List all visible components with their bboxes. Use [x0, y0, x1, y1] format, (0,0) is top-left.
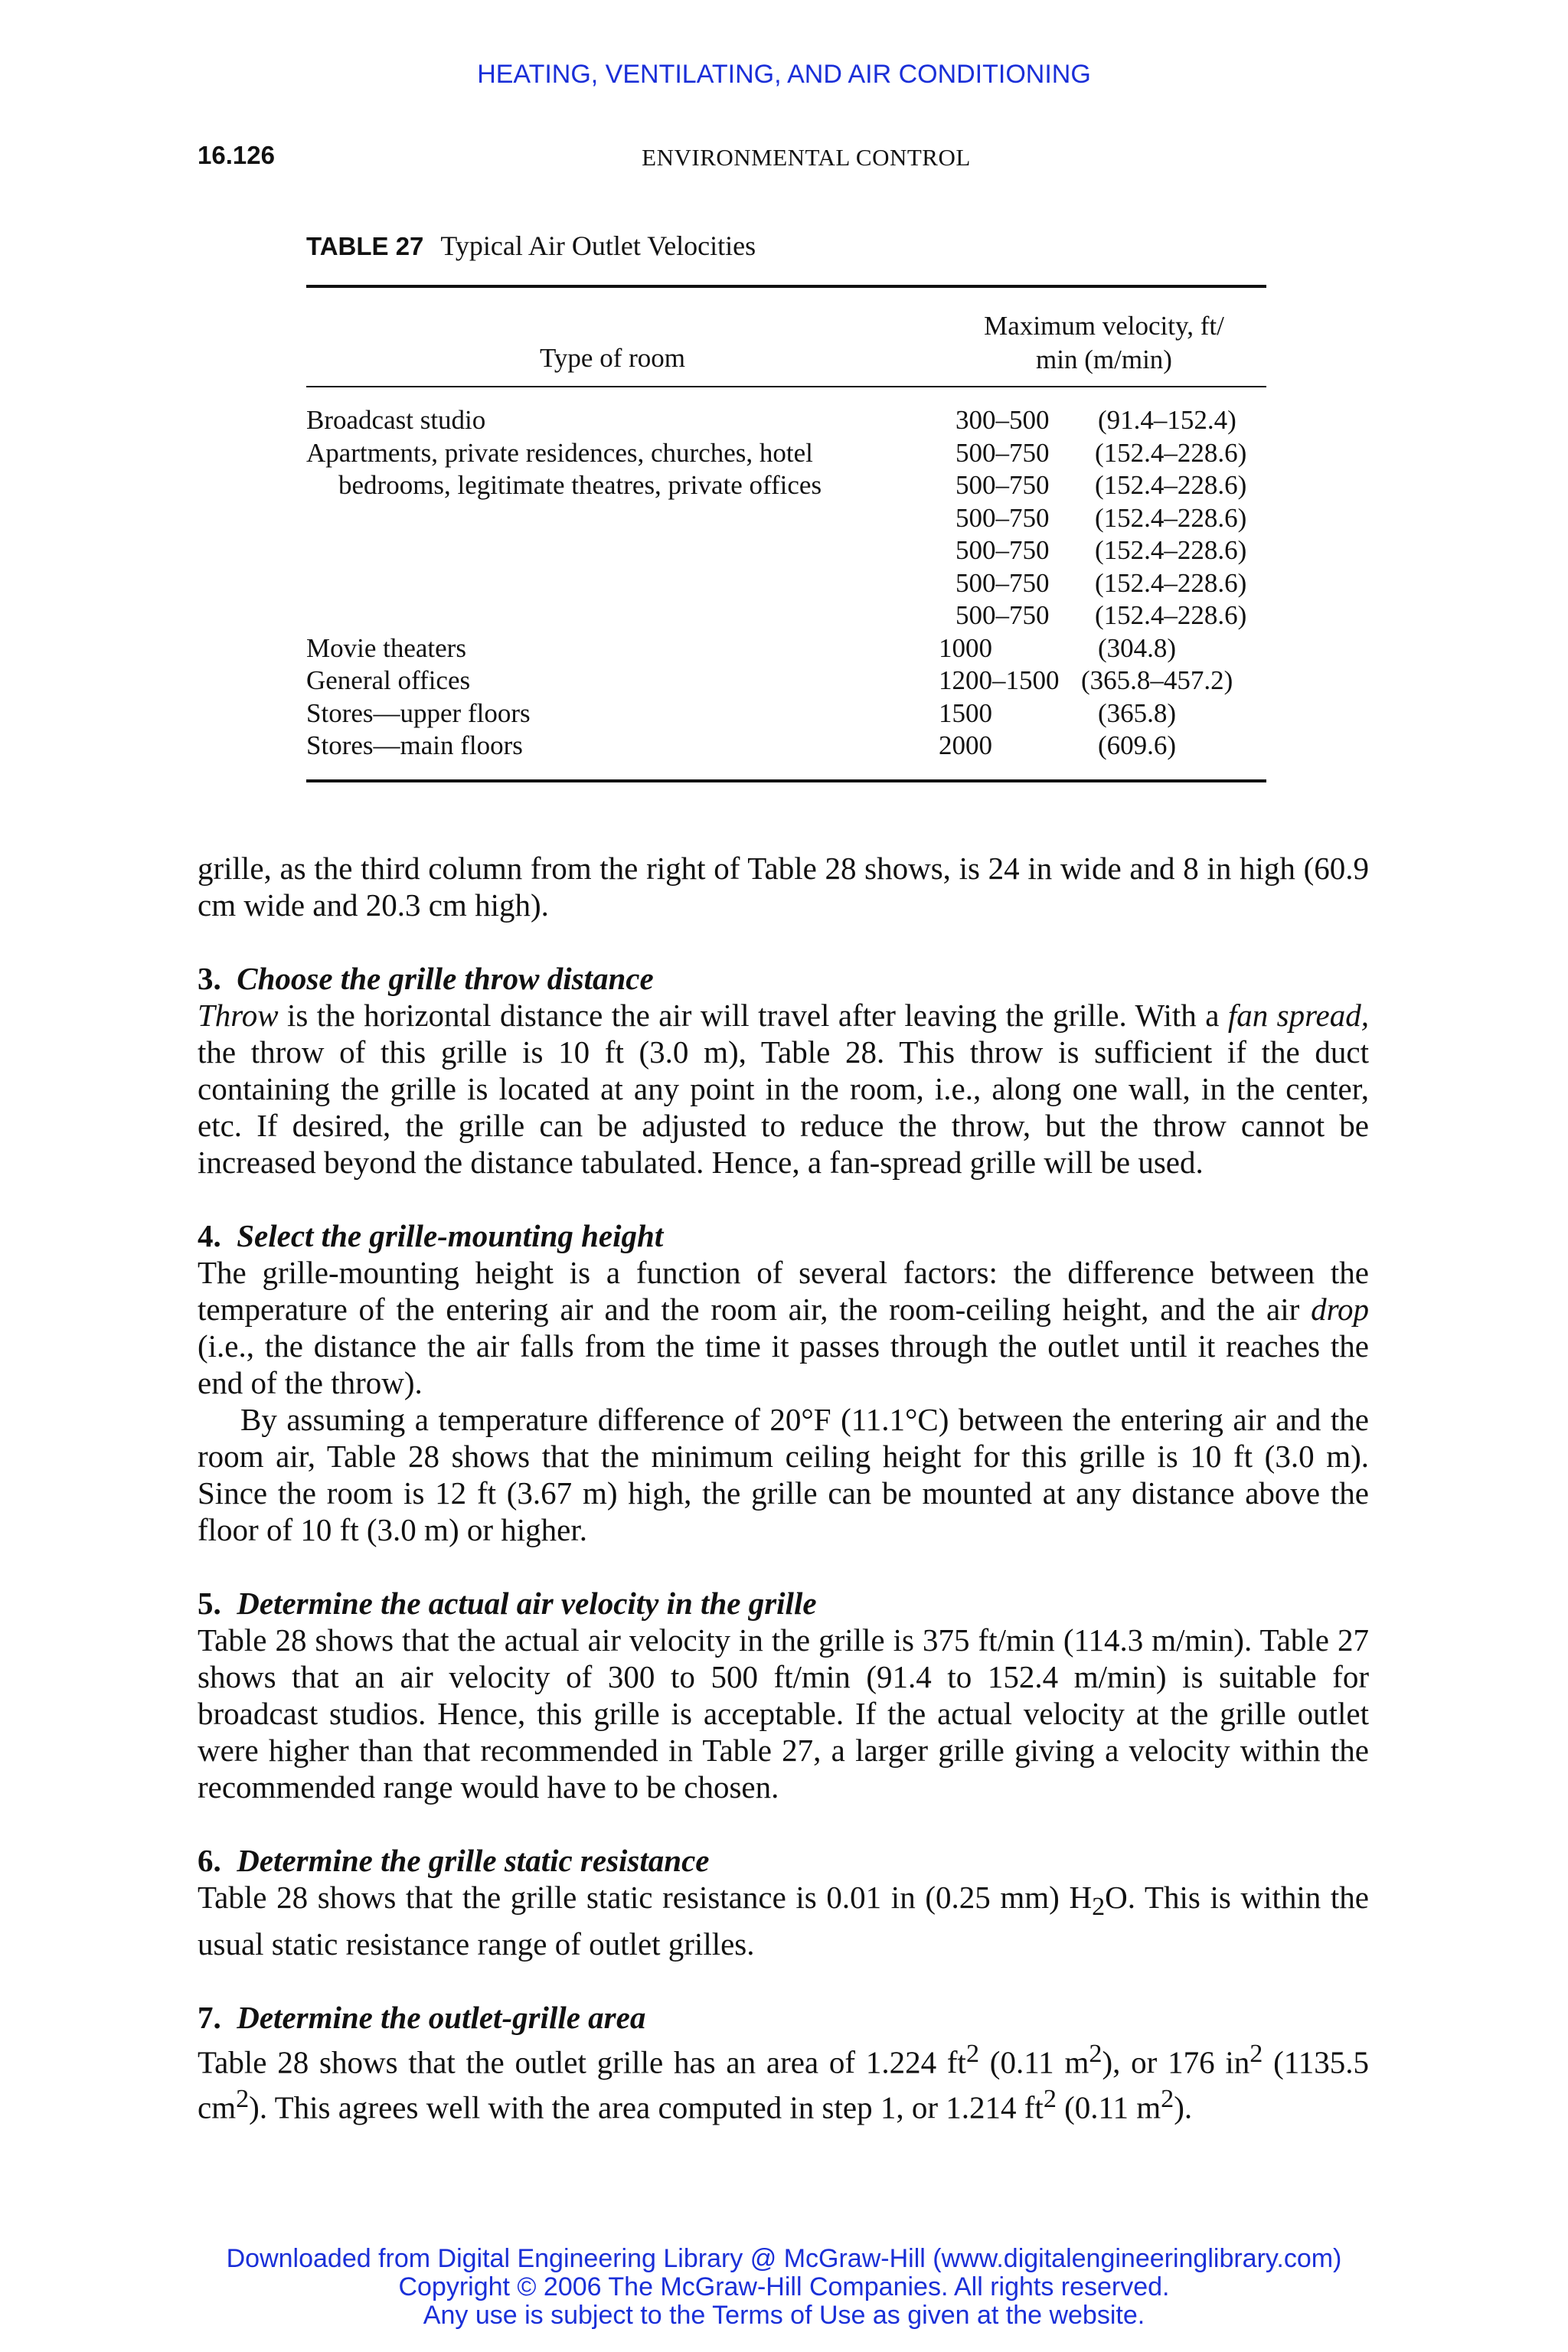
room-type-cell: bedrooms, legitimate theatres, private offices	[338, 470, 822, 500]
step-4-paragraph-2: By assuming a temperature difference of 20°F (11.1°C) between the entering air and the room air, Table 28 shows that the minimum ceiling height for this grille is 10 ft (3.0 m). Since the room is 12 ft (3.67 m) high, the grille can be mounted at any distance above the floor of 10 ft (3.0 m) or higher.	[198, 1402, 1369, 1547]
step-title: Choose the grille throw distance	[237, 961, 654, 996]
footer-terms-link[interactable]: Any use is subject to the Terms of Use as given at the website.	[423, 2301, 1145, 2330]
footer-download-link[interactable]: Downloaded from Digital Engineering Library @ McGraw-Hill (www.digitalengineeringlibrary.com)	[226, 2244, 1342, 2273]
velocity-ft-cell: 1000	[939, 632, 992, 663]
step-title: Determine the actual air velocity in the grille	[237, 1586, 817, 1621]
step-3-heading	[198, 960, 1369, 997]
footer-copyright: Copyright © 2006 The McGraw-Hill Companies. All rights reserved.	[398, 2272, 1170, 2301]
table-bottom-rule	[306, 779, 1266, 782]
velocity-ft-cell: 1200–1500	[939, 665, 1060, 695]
step-4-heading	[198, 1217, 1369, 1254]
table-title: Typical Air Outlet Velocities	[440, 230, 756, 261]
table-body	[306, 387, 1266, 779]
velocity-ft-cell: 500–750	[956, 470, 1050, 500]
text-span: Table 28 shows that the grille static resistance is 0.01 in (0.25 mm) H	[198, 1880, 1093, 1915]
table-label: TABLE 27	[306, 232, 424, 260]
superscript: 2	[1161, 2084, 1174, 2113]
table-row	[306, 632, 1266, 665]
body-text	[198, 850, 1369, 2126]
column-header-velocity-line2: min (m/min)	[1036, 345, 1172, 374]
column-header-velocity	[942, 309, 1266, 377]
step-5-paragraph: Table 28 shows that the actual air velocity in the grille is 375 ft/min (114.3 m/min). Table 27 shows that an air velocity of 300 to 500 ft/min (91.4 to 152.4 m/min) is suitable for broadcast studios. Hence, this grille is acceptable. If the actual velocity at the grille outlet were higher than that recommended in Table 27, a larger grille giving a velocity within the recommended range would have to be chosen.	[198, 1622, 1369, 1805]
table-row	[306, 404, 1266, 437]
column-header-room-type: Type of room	[539, 343, 685, 373]
step-6-paragraph	[198, 1879, 1369, 1962]
step-6-heading	[198, 1842, 1369, 1879]
text-span: (1135.5 cm	[198, 2044, 1370, 2125]
text-span: O. This is within the usual static resistance range of outlet grilles.	[198, 1880, 1369, 1962]
table-row	[306, 665, 1266, 697]
velocity-ft-cell: 300–500	[956, 405, 1050, 435]
table-row	[306, 697, 1266, 730]
velocity-ft-cell: 500–750	[956, 437, 1050, 468]
velocity-m-cell: (609.6)	[1098, 730, 1177, 760]
table-row	[306, 567, 1266, 600]
velocity-ft-cell: 500–750	[956, 535, 1050, 565]
superscript: 2	[1043, 2084, 1057, 2113]
step-title: Determine the grille static resistance	[237, 1843, 710, 1878]
velocity-ft-cell: 500–750	[956, 502, 1050, 533]
step-title: Select the grille-mounting height	[237, 1218, 664, 1253]
section-title: ENVIRONMENTAL CONTROL	[642, 144, 971, 171]
step-5-heading	[198, 1585, 1369, 1622]
superscript: 2	[236, 2084, 250, 2113]
column-header-velocity-line1: Maximum velocity, ft/	[984, 311, 1224, 341]
text-span: ). This agrees well with the area computed in step 1, or 1.214 ft	[249, 2089, 1044, 2125]
text-span: (i.e., the distance the air falls from the time it passes through the outlet until it reaches the end of the throw).	[198, 1328, 1369, 1400]
text-span: is the horizontal distance the air will travel after leaving the grille. With a	[278, 998, 1228, 1033]
table-row	[306, 469, 1266, 502]
step-number: 6.	[198, 1843, 221, 1878]
room-type-cell: Apartments, private residences, churches, hotel	[306, 437, 813, 468]
velocity-ft-cell: 500–750	[956, 567, 1050, 598]
running-head	[198, 141, 1415, 178]
text-span: (0.11 m	[1056, 2089, 1161, 2125]
step-title: Determine the outlet-grille area	[237, 2000, 646, 2036]
table-header	[306, 288, 1266, 386]
room-type-cell: Broadcast studio	[306, 405, 486, 435]
table-row	[306, 437, 1266, 470]
air-velocity-table	[306, 285, 1266, 782]
chapter-banner: HEATING, VENTILATING, AND AIR CONDITIONING	[477, 60, 1091, 89]
velocity-m-cell: (365.8)	[1098, 697, 1177, 728]
velocity-ft-cell: 2000	[939, 730, 992, 760]
velocity-ft-cell: 500–750	[956, 600, 1050, 630]
step-7-paragraph	[198, 2036, 1369, 2125]
superscript: 2	[1089, 2040, 1102, 2069]
table-row	[306, 599, 1266, 632]
intro-paragraph: grille, as the third column from the right of Table 28 shows, is 24 in wide and 8 in high (60.9 cm wide and 20.3 cm high).	[198, 851, 1369, 923]
term-fan-spread: fan spread,	[1227, 998, 1369, 1033]
term-throw: Throw	[198, 998, 279, 1033]
step-number: 7.	[198, 2000, 221, 2036]
velocity-m-cell: (304.8)	[1098, 632, 1177, 663]
table-row	[306, 730, 1266, 763]
room-type-cell: Stores—upper floors	[306, 697, 531, 728]
table-caption	[306, 230, 756, 262]
text-span: ).	[1174, 2089, 1193, 2125]
velocity-m-cell: (152.4–228.6)	[1095, 567, 1247, 598]
term-drop: drop	[1311, 1292, 1369, 1327]
step-number: 4.	[198, 1218, 221, 1253]
page-number: 16.126	[198, 141, 275, 169]
superscript: 2	[1250, 2040, 1263, 2069]
room-type-cell: Movie theaters	[306, 632, 466, 663]
table-row	[306, 534, 1266, 567]
velocity-m-cell: (91.4–152.4)	[1098, 405, 1236, 435]
velocity-m-cell: (152.4–228.6)	[1095, 600, 1247, 630]
room-type-cell: Stores—main floors	[306, 730, 523, 760]
velocity-ft-cell: 1500	[939, 697, 992, 728]
velocity-m-cell: (152.4–228.6)	[1095, 470, 1247, 500]
superscript: 2	[965, 2040, 980, 2069]
subscript: 2	[1092, 1893, 1106, 1922]
text-span: The grille-mounting height is a function of several factors: the difference between the temperature of the entering air and the room air, the room-ceiling height, and the air	[198, 1255, 1369, 1327]
step-4-paragraph	[198, 1254, 1369, 1401]
text-span: ), or 176 in	[1102, 2044, 1250, 2080]
step-3-paragraph	[198, 997, 1369, 1181]
velocity-m-cell: (152.4–228.6)	[1095, 437, 1247, 468]
room-type-cell: General offices	[306, 665, 471, 695]
velocity-m-cell: (152.4–228.6)	[1095, 502, 1247, 533]
step-number: 3.	[198, 961, 221, 996]
text-span: (0.11 m	[979, 2044, 1089, 2080]
step-number: 5.	[198, 1586, 221, 1621]
text-span: Table 28 shows that the outlet grille has an area of 1.224 ft	[198, 2044, 966, 2080]
velocity-m-cell: (152.4–228.6)	[1095, 535, 1247, 565]
text-span: the throw of this grille is 10 ft (3.0 m), Table 28. This throw is sufficient if the duct containing the grille is located at any point in the room, i.e., along one wall, in the center, etc. If desired, the grille can be adjusted to reduce the throw, but the throw cannot be increased beyond the distance tabulated. Hence, a fan-spread grille will be used.	[198, 1034, 1369, 1180]
velocity-m-cell: (365.8–457.2)	[1081, 665, 1233, 695]
table-row	[306, 502, 1266, 535]
step-7-heading	[198, 1999, 1369, 2036]
download-footer	[0, 2245, 1568, 2330]
